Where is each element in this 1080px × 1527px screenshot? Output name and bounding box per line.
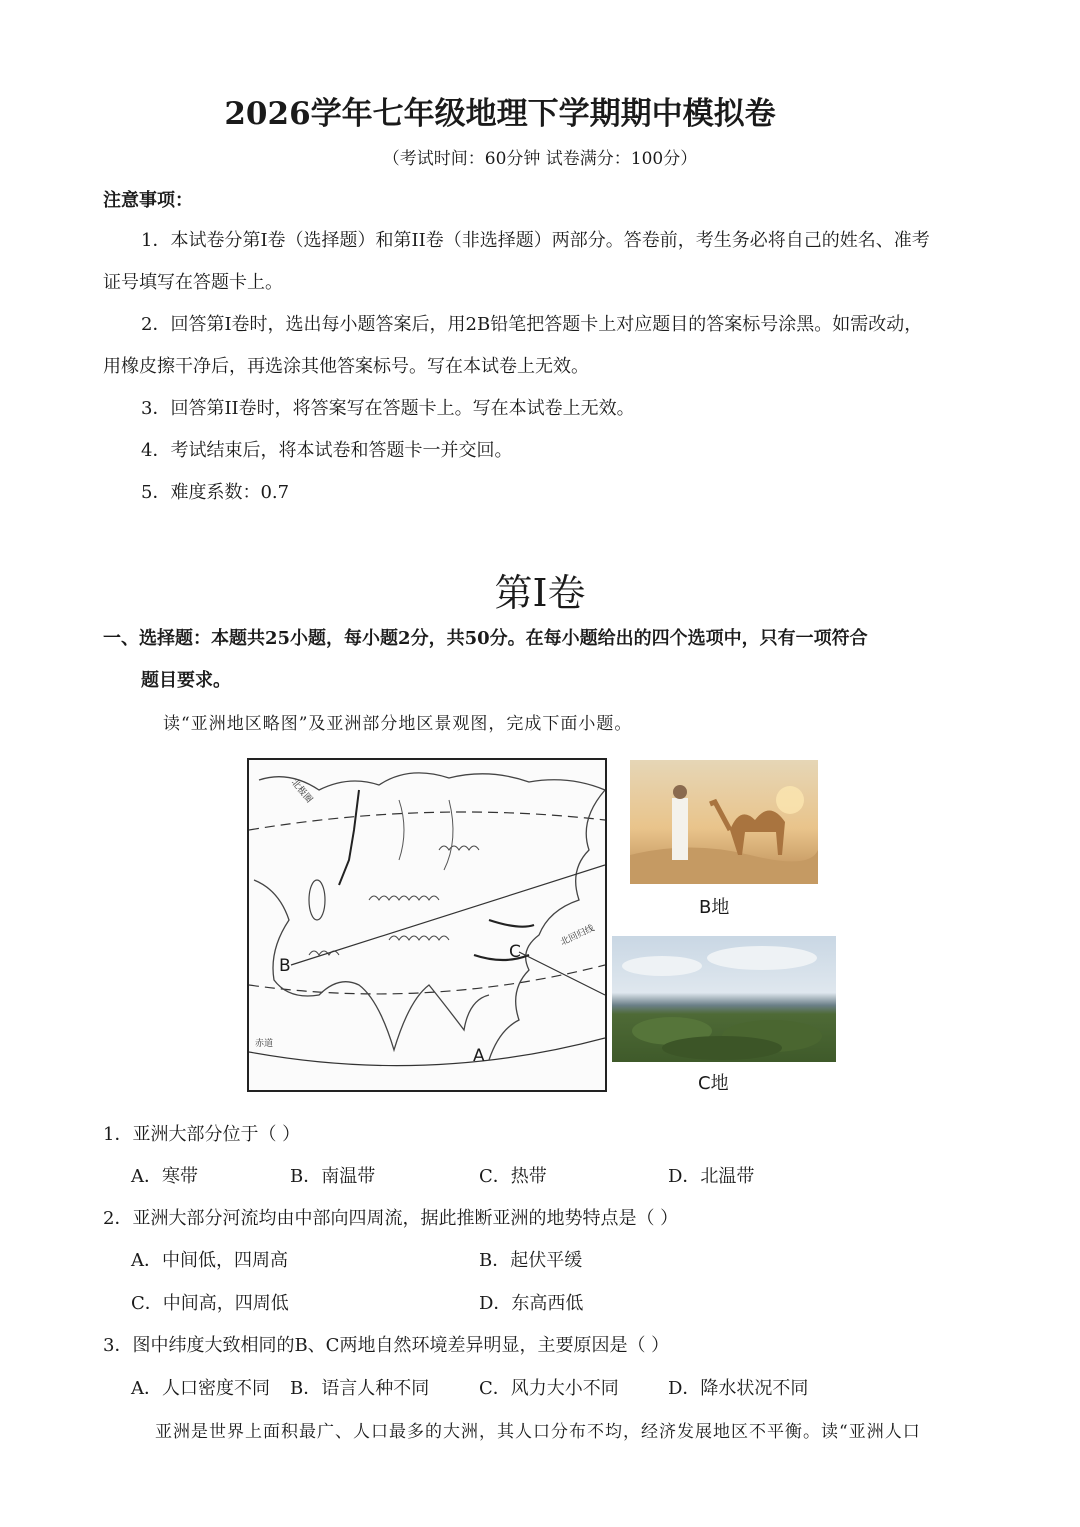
- question-2-stem: 2．亚洲大部分河流均由中部向四周流，据此推断亚洲的地势特点是（ ）: [103, 1208, 679, 1229]
- asia-map-drawing: [249, 760, 605, 1090]
- question-1-option-b: B．南温带: [290, 1166, 376, 1187]
- question-1-option-c: C．热带: [479, 1166, 547, 1187]
- notice-heading: 注意事项：: [103, 190, 193, 211]
- section-title: 第I卷: [494, 571, 586, 615]
- notice-item-2-line-2: 用橡皮擦干净后，再选涂其他答案标号。写在本试卷上无效。: [103, 356, 589, 377]
- notice-item-2-line-1: 2．回答第I卷时，选出每小题答案后，用2B铅笔把答题卡上对应题目的答案标号涂黑。如需改动，: [141, 314, 923, 335]
- section-heading-line-1: 一、选择题：本题共25小题，每小题2分，共50分。在每小题给出的四个选项中，只有一项符合: [103, 628, 868, 649]
- arctic-circle-label: 北极圈: [288, 777, 314, 806]
- question-3-option-b: B．语言人种不同: [290, 1378, 430, 1399]
- exam-title: 2026学年七年级地理下学期期中模拟卷: [224, 96, 776, 132]
- notice-item-5: 5．难度系数：0.7: [141, 482, 290, 503]
- question-1-stem: 1．亚洲大部分位于（ ）: [103, 1124, 301, 1145]
- coastal-landscape-icon: [612, 936, 836, 1062]
- equator-label: 赤道: [255, 1039, 274, 1049]
- notice-item-1-line-2: 证号填写在答题卡上。: [103, 272, 283, 293]
- question-2-option-b: B．起伏平缓: [479, 1250, 583, 1271]
- tropic-label: 北回归线: [559, 923, 597, 949]
- question-2-option-d: D．东高西低: [479, 1293, 584, 1314]
- exam-subtitle: （考试时间：60分钟 试卷满分：100分）: [382, 149, 698, 169]
- caption-c: C地: [698, 1073, 729, 1094]
- question-1-option-d: D．北温带: [668, 1166, 755, 1187]
- question-3-option-d: D．降水状况不同: [668, 1378, 809, 1399]
- notice-item-1-line-1: 1．本试卷分第I卷（选择题）和第II卷（非选择题）两部分。答卷前，考生务必将自己的姓名、准考: [141, 230, 930, 251]
- asia-map: [247, 758, 607, 1092]
- notice-item-3: 3．回答第II卷时，将答案写在答题卡上。写在本试卷上无效。: [141, 398, 635, 419]
- photo-b-desert: [630, 760, 818, 884]
- map-point-c: C: [509, 942, 521, 962]
- section-heading-line-2: 题目要求。: [141, 670, 231, 691]
- question-2-option-c: C．中间高，四周低: [131, 1293, 289, 1314]
- question-3-option-c: C．风力大小不同: [479, 1378, 619, 1399]
- question-2-option-a: A．中间低，四周高: [131, 1250, 288, 1271]
- next-passage: 亚洲是世界上面积最广、人口最多的大洲，其人口分布不均，经济发展地区不平衡。读“亚洲人口: [155, 1422, 921, 1442]
- question-3-stem: 3．图中纬度大致相同的B、C两地自然环境差异明显，主要原因是（ ）: [103, 1335, 670, 1356]
- photo-c-coast: [612, 936, 836, 1062]
- question-1-option-a: A．寒带: [131, 1166, 198, 1187]
- notice-item-4: 4．考试结束后，将本试卷和答题卡一并交回。: [141, 440, 513, 461]
- map-point-a: A: [473, 1046, 485, 1066]
- desert-landscape-icon: [630, 760, 818, 884]
- question-intro: 读“亚洲地区略图”及亚洲部分地区景观图，完成下面小题。: [163, 714, 633, 734]
- caption-b: B地: [699, 897, 730, 918]
- map-point-b: B: [279, 956, 291, 976]
- question-3-option-a: A．人口密度不同: [131, 1378, 270, 1399]
